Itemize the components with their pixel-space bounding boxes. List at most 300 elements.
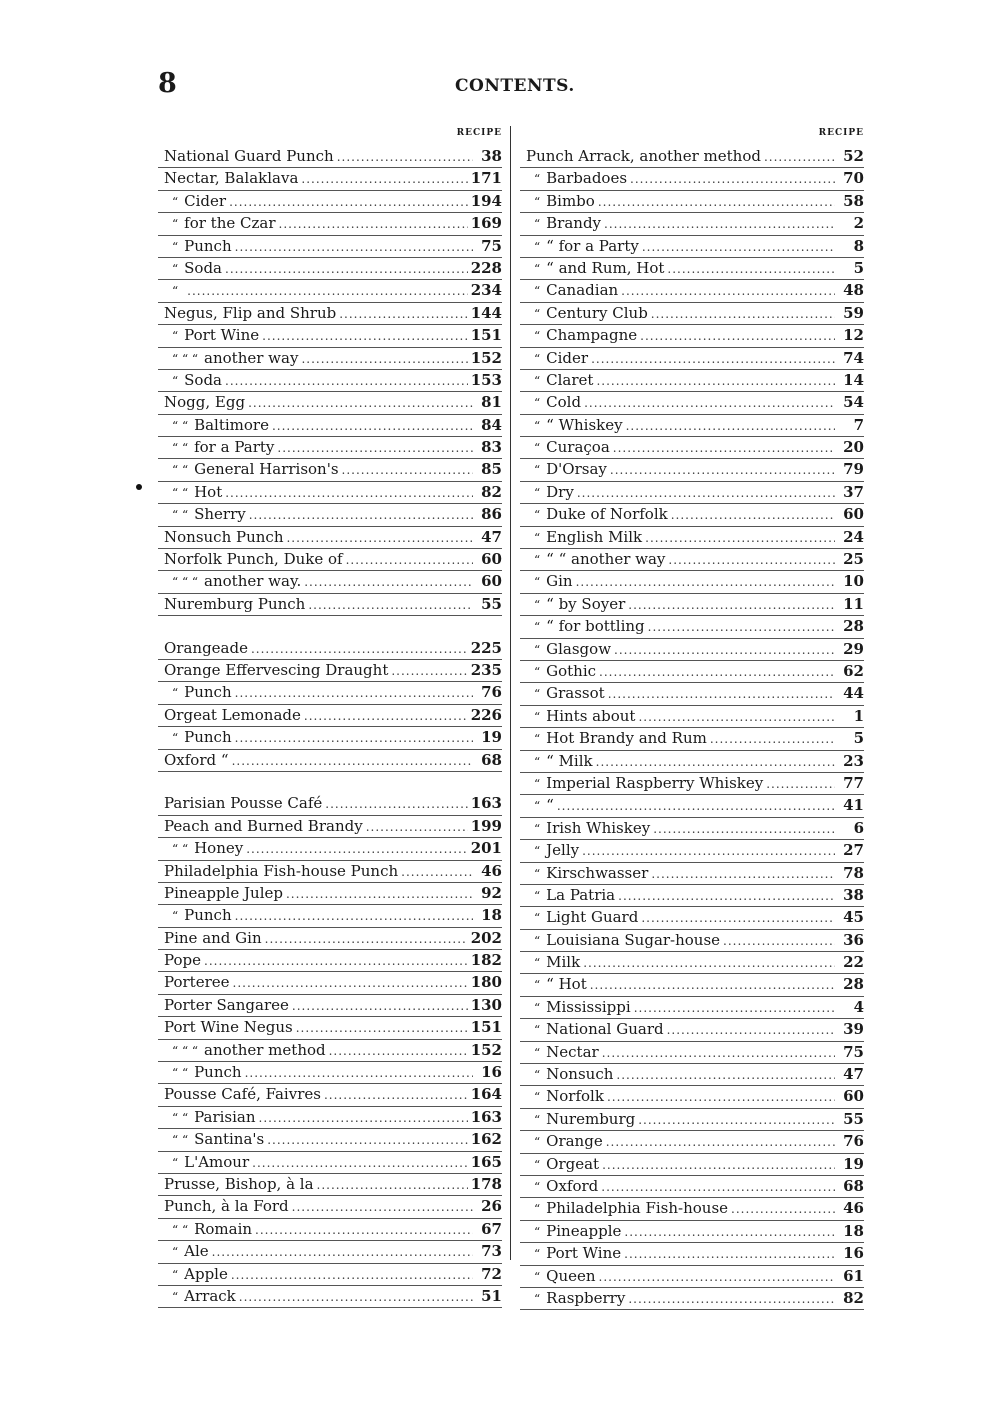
leader-dots — [252, 1153, 468, 1174]
contents-entry — [158, 682, 502, 704]
leader-dots — [265, 929, 468, 950]
entry-name: Louisiana Sugar-house — [546, 930, 721, 949]
recipe-number: 38 — [481, 147, 502, 165]
contents-entry — [158, 146, 502, 168]
contents-entry — [520, 1266, 864, 1288]
leader-dots — [668, 550, 835, 571]
ditto-mark: “ — [172, 261, 179, 276]
entry-name: Port Wine Negus — [164, 1018, 293, 1037]
entry-name: Imperial Raspberry Whiskey — [546, 773, 764, 792]
contents-entry — [158, 638, 502, 660]
leader-dots — [764, 147, 835, 168]
leader-dots — [235, 237, 473, 258]
entry-name: Santina's — [194, 1130, 265, 1149]
recipe-number: 182 — [470, 951, 502, 970]
leader-dots — [401, 862, 473, 883]
recipe-number: 8 — [853, 236, 864, 255]
leader-dots — [308, 595, 473, 616]
contents-entry — [520, 997, 864, 1019]
entry-name: Peach and Burned Brandy — [164, 816, 363, 835]
recipe-number: 61 — [843, 1266, 864, 1285]
ditto-mark: “ — [172, 1289, 179, 1304]
contents-entry — [520, 1221, 864, 1243]
recipe-number: 19 — [843, 1154, 864, 1173]
leader-dots — [267, 1130, 467, 1151]
recipe-number: 58 — [843, 191, 864, 210]
leader-dots — [576, 572, 835, 593]
leader-dots — [557, 796, 835, 817]
ditto-mark: “ — [534, 1045, 541, 1060]
entry-name: Nogg, Egg — [164, 393, 246, 412]
contents-entry — [158, 236, 502, 258]
entry-name: another method — [204, 1040, 326, 1059]
leader-dots — [624, 1244, 835, 1265]
leader-dots — [259, 1108, 468, 1129]
entry-name: Nuremburg — [546, 1109, 636, 1128]
ditto-mark: “ — [534, 866, 541, 881]
recipe-number: 74 — [843, 348, 864, 367]
entry-name: for a Party — [194, 438, 275, 457]
leader-dots — [229, 192, 468, 213]
contents-entry — [158, 1040, 502, 1062]
contents-entry — [520, 213, 864, 235]
contents-entry — [158, 1219, 502, 1241]
entry-name: Canadian — [546, 281, 619, 300]
entry-name: another way. — [204, 572, 302, 591]
contents-entry — [158, 1084, 502, 1106]
ditto-mark: “ — [534, 911, 541, 926]
entry-name: “ and Rum, Hot — [546, 258, 665, 277]
recipe-number: 46 — [843, 1199, 864, 1218]
leader-dots — [607, 1087, 835, 1108]
contents-entry — [520, 437, 864, 459]
recipe-number: 225 — [470, 638, 502, 657]
recipe-number: 22 — [843, 953, 864, 972]
entry-name: Punch — [184, 906, 232, 925]
ditto-mark: “ — [534, 687, 541, 702]
leader-dots — [262, 326, 468, 347]
entry-name: Milk — [546, 953, 581, 972]
entry-name: Porter Sangaree — [164, 995, 289, 1014]
contents-entry — [520, 661, 864, 683]
contents-entry — [520, 392, 864, 414]
ditto-mark: “ — [534, 1202, 541, 1217]
recipe-number: 151 — [470, 326, 502, 345]
ditto-mark: “ “ — [172, 1222, 189, 1237]
leader-dots — [651, 304, 835, 325]
entry-name: “ for bottling — [546, 617, 645, 636]
contents-entry — [520, 818, 864, 840]
contents-entry — [158, 950, 502, 972]
ditto-mark: “ — [534, 1247, 541, 1262]
ditto-mark: “ — [534, 306, 541, 321]
leader-dots — [596, 371, 835, 392]
leader-dots — [634, 998, 835, 1019]
recipe-number: 153 — [470, 370, 502, 389]
recipe-number: 25 — [843, 550, 864, 569]
contents-entry — [520, 885, 864, 907]
ditto-mark: “ — [534, 1090, 541, 1105]
leader-dots — [225, 371, 468, 392]
recipe-number: 226 — [470, 705, 502, 724]
contents-entry — [520, 146, 864, 168]
entry-name: Punch — [184, 683, 232, 702]
recipe-number: 5 — [853, 729, 864, 748]
recipe-number: 92 — [481, 883, 502, 902]
recipe-number: 27 — [843, 841, 864, 860]
recipe-number: 163 — [470, 794, 502, 813]
leader-dots — [304, 706, 468, 727]
contents-entry — [520, 952, 864, 974]
ditto-mark: “ — [534, 441, 541, 456]
entry-name: another way — [204, 348, 299, 367]
entry-name: Brandy — [546, 214, 602, 233]
recipe-number: 10 — [843, 572, 864, 591]
leader-dots — [225, 259, 468, 280]
leader-dots — [618, 886, 835, 907]
ditto-mark: “ — [534, 553, 541, 568]
leader-dots — [648, 617, 835, 638]
recipe-number: 84 — [481, 415, 502, 434]
recipe-number: 18 — [843, 1221, 864, 1240]
leader-dots — [583, 953, 835, 974]
ditto-mark: “ — [534, 329, 541, 344]
recipe-number: 75 — [481, 236, 502, 255]
leader-dots — [642, 237, 835, 258]
contents-entry — [520, 504, 864, 526]
ditto-mark: “ “ — [172, 463, 189, 478]
entry-name: Parisian Pousse Café — [164, 794, 323, 813]
leader-dots — [391, 661, 467, 682]
leader-dots — [667, 1020, 835, 1041]
contents-entry — [520, 1064, 864, 1086]
ditto-mark: “ — [534, 1068, 541, 1083]
recipe-number: 52 — [843, 147, 864, 165]
ditto-mark: “ “ — [172, 1066, 189, 1081]
contents-entry — [158, 727, 502, 749]
contents-entry — [520, 370, 864, 392]
entry-name: Orange — [546, 1132, 603, 1151]
recipe-number: 48 — [843, 281, 864, 300]
leader-dots — [301, 169, 467, 190]
ditto-mark: “ — [534, 597, 541, 612]
ditto-mark: “ “ — [172, 418, 189, 433]
contents-entry — [520, 280, 864, 302]
contents-entry — [520, 571, 864, 593]
recipe-number: 201 — [470, 839, 502, 858]
entry-name: Barbadoes — [546, 169, 628, 188]
ditto-mark: “ “ — [172, 508, 189, 523]
ditto-mark: “ — [534, 933, 541, 948]
ditto-mark: “ — [534, 844, 541, 859]
recipe-number: 72 — [481, 1264, 502, 1283]
ditto-mark: “ — [534, 1269, 541, 1284]
entry-name: Hot Brandy and Rum — [546, 729, 707, 748]
leader-dots — [596, 752, 835, 773]
contents-entry — [520, 303, 864, 325]
recipe-number: 47 — [843, 1065, 864, 1084]
contents-entry — [158, 1241, 502, 1263]
entry-name: Hot — [194, 482, 223, 501]
recipe-number: 62 — [843, 661, 864, 680]
recipe-number: 41 — [843, 796, 864, 815]
leader-dots — [204, 951, 468, 972]
entry-name: Orange Effervescing Draught — [164, 660, 389, 679]
recipe-number: 171 — [470, 169, 502, 188]
contents-entry — [520, 348, 864, 370]
ditto-mark: “ — [534, 418, 541, 433]
entry-name: for the Czar — [184, 214, 276, 233]
right-column — [520, 128, 864, 1310]
recipe-number: 28 — [843, 617, 864, 636]
recipe-number: 16 — [481, 1063, 502, 1082]
contents-entry — [158, 280, 502, 302]
leader-dots — [279, 214, 468, 235]
entry-name: Light Guard — [546, 908, 639, 927]
recipe-number: 60 — [843, 505, 864, 524]
contents-entry — [520, 907, 864, 929]
leader-dots — [329, 1041, 468, 1062]
contents-entry — [158, 883, 502, 905]
entry-name: Punch — [184, 728, 232, 747]
recipe-number: 85 — [481, 460, 502, 479]
leader-dots — [304, 572, 473, 593]
leader-dots — [638, 707, 835, 728]
entry-name: Orangeade — [164, 638, 248, 657]
ditto-mark: “ — [534, 754, 541, 769]
entry-name: Pineapple Julep — [164, 883, 283, 902]
contents-entry — [520, 482, 864, 504]
contents-entry — [158, 1062, 502, 1084]
contents-entry — [158, 168, 502, 190]
contents-entry — [520, 1288, 864, 1310]
entry-name: L'Amour — [184, 1152, 250, 1171]
contents-entry — [520, 1154, 864, 1176]
entry-name: Nectar, Balaklava — [164, 169, 299, 188]
ditto-mark: “ — [534, 664, 541, 679]
contents-entry — [158, 705, 502, 727]
ditto-mark: “ — [534, 1112, 541, 1127]
leader-dots — [225, 483, 473, 504]
ditto-mark: “ — [534, 485, 541, 500]
contents-entry — [158, 258, 502, 280]
entry-name: Arrack — [184, 1286, 236, 1305]
ditto-mark: “ “ — [172, 1133, 189, 1148]
leader-dots — [602, 1155, 835, 1176]
ditto-mark: “ — [172, 284, 179, 299]
leader-dots — [621, 281, 835, 302]
ditto-mark: “ — [534, 1224, 541, 1239]
recipe-number: 4 — [853, 997, 864, 1016]
recipe-number: 46 — [481, 861, 502, 880]
leader-dots — [630, 169, 835, 190]
recipe-number: 28 — [843, 975, 864, 994]
contents-entry — [158, 616, 502, 637]
entry-name: Champagne — [546, 326, 638, 345]
recipe-number: 45 — [843, 908, 864, 927]
ditto-mark: “ — [172, 329, 179, 344]
entry-name: Pine and Gin — [164, 928, 262, 947]
leader-dots — [608, 684, 835, 705]
contents-entry — [520, 1042, 864, 1064]
entry-name: “ Whiskey — [546, 415, 623, 434]
leader-dots — [231, 1265, 473, 1286]
recipe-number: 47 — [481, 527, 502, 546]
recipe-number: 60 — [481, 572, 502, 591]
entry-name: Duke of Norfolk — [546, 505, 668, 524]
entry-name: Nectar — [546, 1042, 599, 1061]
leader-dots — [723, 931, 835, 952]
leader-dots — [301, 349, 467, 370]
contents-entry — [520, 1086, 864, 1108]
ditto-mark: “ — [534, 530, 541, 545]
recipe-number: 82 — [843, 1288, 864, 1307]
recipe-number: 83 — [481, 438, 502, 457]
entry-name: Oxford — [546, 1176, 599, 1195]
contents-entry — [520, 930, 864, 952]
leader-dots — [584, 393, 835, 414]
recipe-number: 24 — [843, 527, 864, 546]
ditto-mark: “ — [534, 799, 541, 814]
leader-dots — [346, 550, 473, 571]
ditto-mark: “ — [534, 1135, 541, 1150]
entry-name: Nonsuch Punch — [164, 527, 284, 546]
entry-name: Port Wine — [546, 1244, 622, 1263]
ditto-mark: “ — [534, 642, 541, 657]
recipe-number: 26 — [481, 1197, 502, 1216]
leader-dots — [235, 906, 473, 927]
leader-dots — [277, 438, 473, 459]
contents-entry — [520, 258, 864, 280]
recipe-column-heading: RECIPE — [456, 128, 502, 138]
entry-name: Sherry — [194, 505, 246, 524]
ditto-mark: “ “ — [172, 1110, 189, 1125]
contents-entry — [158, 772, 502, 793]
contents-entry — [158, 861, 502, 883]
entry-name: Soda — [184, 370, 222, 389]
entry-name: Pope — [164, 951, 201, 970]
recipe-number: 7 — [853, 415, 864, 434]
entry-name: D'Orsay — [546, 460, 607, 479]
contents-entry — [520, 459, 864, 481]
contents-entry — [158, 1196, 502, 1218]
ditto-mark: “ — [534, 239, 541, 254]
entry-name: Port Wine — [184, 326, 260, 345]
ink-dot — [136, 484, 142, 490]
entry-name: “ “ another way — [546, 550, 666, 569]
recipe-number: 37 — [843, 482, 864, 501]
contents-entry — [520, 549, 864, 571]
contents-entry — [520, 1019, 864, 1041]
leader-dots — [248, 393, 473, 414]
recipe-number: 5 — [853, 258, 864, 277]
entry-name: Dry — [546, 482, 574, 501]
entry-name: Queen — [546, 1266, 596, 1285]
entry-name: Oxford “ — [164, 750, 229, 769]
contents-entry — [158, 816, 502, 838]
recipe-number: 79 — [843, 460, 864, 479]
ditto-mark: “ — [534, 351, 541, 366]
recipe-number: 81 — [481, 393, 502, 412]
entry-name: La Patria — [546, 885, 616, 904]
contents-entry — [158, 437, 502, 459]
entry-name: Gothic — [546, 661, 597, 680]
contents-entry — [520, 863, 864, 885]
contents-entry — [158, 1174, 502, 1196]
entry-name: Punch, à la Ford — [164, 1197, 289, 1216]
contents-entry — [520, 616, 864, 638]
leader-dots — [296, 1018, 468, 1039]
leader-dots — [601, 1177, 835, 1198]
entry-name: Punch Arrack, another method — [526, 147, 761, 165]
entry-name: National Guard Punch — [164, 147, 334, 165]
recipe-number: 152 — [470, 348, 502, 367]
recipe-number: 59 — [843, 303, 864, 322]
entry-name: Glasgow — [546, 639, 612, 658]
recipe-number: 29 — [843, 639, 864, 658]
leader-dots — [731, 1199, 835, 1220]
contents-entry — [158, 1152, 502, 1174]
recipe-number: 194 — [470, 191, 502, 210]
ditto-mark: “ — [172, 1155, 179, 1170]
entry-name: Negus, Flip and Shrub — [164, 303, 337, 322]
leader-dots — [212, 1242, 473, 1263]
leader-dots — [239, 1287, 473, 1308]
leader-dots — [667, 259, 835, 280]
leader-dots — [337, 147, 473, 168]
contents-list — [158, 146, 502, 1308]
contents-entry — [520, 683, 864, 705]
contents-entry — [520, 974, 864, 996]
entry-name: “ by Soyer — [546, 594, 626, 613]
entry-name: Soda — [184, 258, 222, 277]
leader-dots — [640, 326, 835, 347]
ditto-mark: “ — [534, 508, 541, 523]
ditto-mark: “ — [172, 686, 179, 701]
recipe-number: 60 — [843, 1087, 864, 1106]
contents-entry — [158, 750, 502, 772]
contents-entry — [158, 1107, 502, 1129]
leader-dots — [255, 1220, 473, 1241]
leader-dots — [606, 1132, 835, 1153]
ditto-mark: “ — [172, 194, 179, 209]
recipe-number: 165 — [470, 1152, 502, 1171]
leader-dots — [616, 1065, 835, 1086]
leader-dots — [286, 528, 473, 549]
contents-entry — [520, 751, 864, 773]
leader-dots — [628, 1289, 835, 1310]
recipe-number: 1 — [853, 706, 864, 725]
contents-entry — [158, 838, 502, 860]
contents-entry — [158, 928, 502, 950]
entry-name: Prusse, Bishop, à la — [164, 1174, 314, 1193]
leader-dots — [628, 595, 835, 616]
entry-name: Porteree — [164, 973, 230, 992]
recipe-number: 82 — [481, 482, 502, 501]
leader-dots — [249, 505, 473, 526]
leader-dots — [246, 839, 467, 860]
leader-dots — [638, 1110, 835, 1131]
contents-entry — [520, 415, 864, 437]
ditto-mark: “ — [534, 978, 541, 993]
leader-dots — [624, 1222, 835, 1243]
recipe-number: 19 — [481, 728, 502, 747]
recipe-number: 164 — [470, 1085, 502, 1104]
entry-name: Grassot — [546, 684, 605, 703]
entry-name: Baltimore — [194, 415, 269, 434]
recipe-number: 68 — [843, 1176, 864, 1195]
recipe-number: 162 — [470, 1130, 502, 1149]
